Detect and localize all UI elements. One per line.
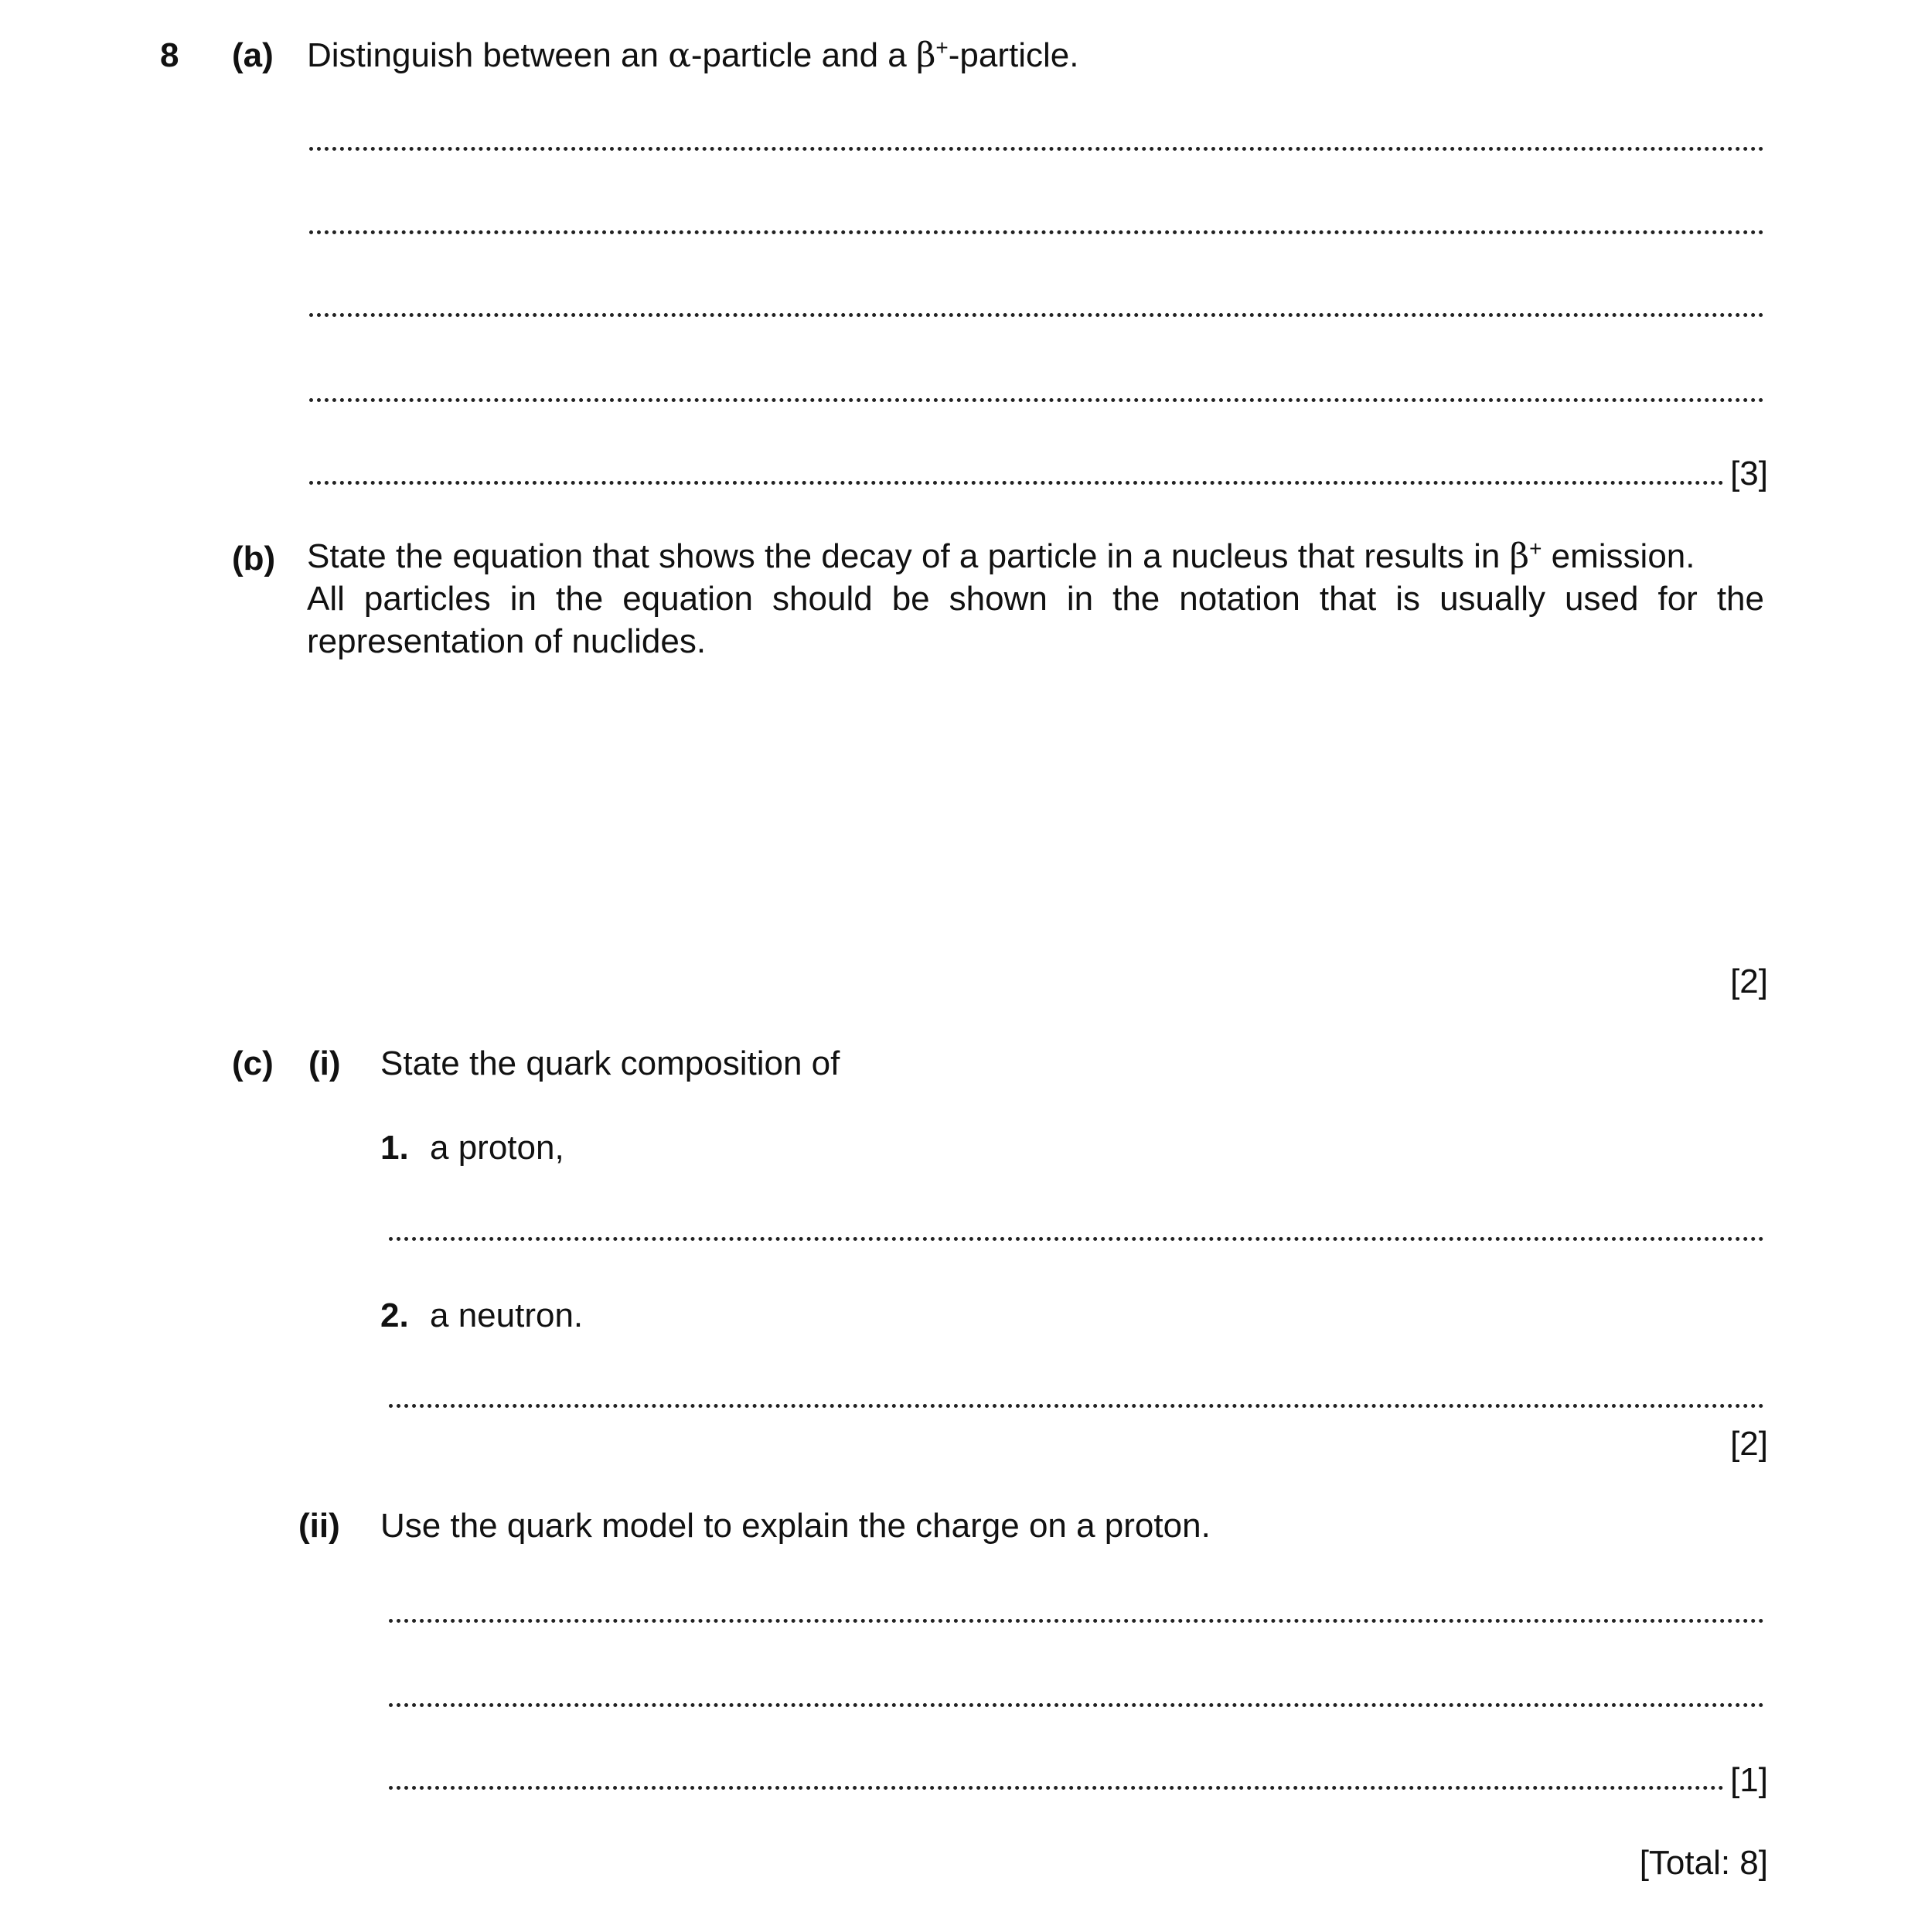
answer-line-c-ii-3[interactable] (389, 1786, 1724, 1790)
beta-symbol-b: β (1509, 537, 1530, 576)
part-a-text-1: Distinguish between an (307, 36, 669, 74)
answer-line-c-ii-2[interactable] (389, 1703, 1764, 1707)
part-c-i-question: State the quark composition of (380, 1044, 840, 1082)
part-c-i-marks: [2] (1730, 1425, 1768, 1463)
part-a-label: (a) (232, 36, 274, 74)
part-c-ii-question: Use the quark model to explain the charge on a proton. (380, 1507, 1211, 1545)
part-b-line-1 (307, 535, 1764, 578)
beta-symbol: β (915, 36, 936, 75)
answer-line-a-1[interactable] (309, 147, 1764, 151)
answer-line-a-3[interactable] (309, 313, 1764, 317)
answer-line-neutron[interactable] (389, 1404, 1764, 1408)
part-c-ii-label: (ii) (298, 1507, 340, 1545)
item-1-number: 1. (380, 1129, 409, 1167)
item-2-text: a neutron. (430, 1297, 584, 1334)
part-b-marks: [2] (1730, 963, 1768, 1000)
answer-line-a-5[interactable] (309, 481, 1724, 485)
part-a-marks: [3] (1730, 455, 1768, 492)
part-b-text-2: emission. (1542, 537, 1695, 575)
beta-plus-sign: + (935, 36, 949, 60)
part-a-text-3: -particle. (948, 36, 1079, 74)
part-b-question (307, 535, 1764, 663)
answer-line-c-ii-1[interactable] (389, 1619, 1764, 1623)
part-c-label: (c) (232, 1044, 274, 1082)
part-a-question (307, 36, 1079, 75)
part-b-text-1: State the equation that shows the decay of a particle in a nucleus that results in (307, 537, 1510, 575)
answer-line-a-4[interactable] (309, 398, 1764, 402)
beta-plus-sign-b: + (1529, 537, 1542, 561)
item-2-number: 2. (380, 1297, 409, 1334)
total-marks: [Total: 8] (1639, 1844, 1768, 1882)
answer-line-proton[interactable] (389, 1237, 1764, 1241)
part-b-label: (b) (232, 540, 276, 578)
part-b-text-3: All particles in the equation should be shown in the notation that is usually used for the representation of nuclides. (307, 580, 1764, 660)
item-1-text: a proton, (430, 1129, 564, 1167)
part-a-text-2: -particle and a (690, 36, 916, 74)
part-b-answer-space[interactable] (309, 696, 1764, 951)
question-number: 8 (160, 36, 179, 74)
answer-line-a-2[interactable] (309, 230, 1764, 234)
alpha-symbol: α (668, 36, 691, 75)
part-c-i-label: (i) (308, 1044, 341, 1082)
part-c-ii-marks: [1] (1730, 1761, 1768, 1799)
